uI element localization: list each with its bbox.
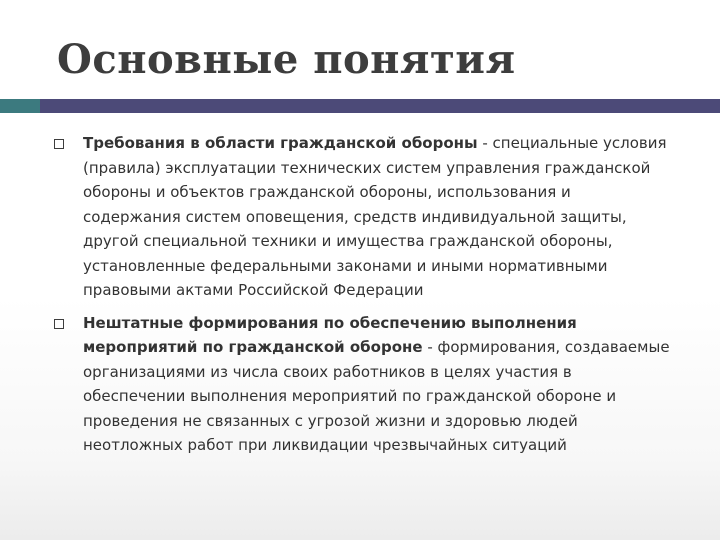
title-divider-bar [40, 99, 720, 113]
bullet-list [52, 131, 672, 466]
slide-title: Основные понятия [57, 36, 516, 83]
bullet-definition: - формирования, создаваемые организациями из числа своих работников в целях участия в обеспечении выполнения мероприятий по гражданской обороне и проведения не связанных с угрозой жизни и здоровью людей неотложных работ при ликвидации чрезвычайных ситуаций [83, 338, 670, 454]
square-bullet-icon [54, 319, 64, 329]
bullet-definition: - специальные условия (правила) эксплуатации технических систем управления гражданской обороны и объектов гражданской обороны, использования и содержания систем оповещения, средств индивидуальной защиты, другой специальной техники и имущества гражданской обороны, установленные федеральными законами и иными нормативными правовыми актами Российской Федерации [83, 134, 667, 299]
square-bullet-icon [54, 139, 64, 149]
bullet-item-non-staff-formations [52, 311, 672, 458]
title-divider-accent [0, 99, 40, 113]
bullet-term: Требования в области гражданской обороны [83, 134, 478, 152]
bullet-item-civil-defense-requirements [52, 131, 672, 303]
bullet-term: Нештатные формирования по обеспечению выполнения мероприятий по гражданской обороне [83, 313, 577, 356]
